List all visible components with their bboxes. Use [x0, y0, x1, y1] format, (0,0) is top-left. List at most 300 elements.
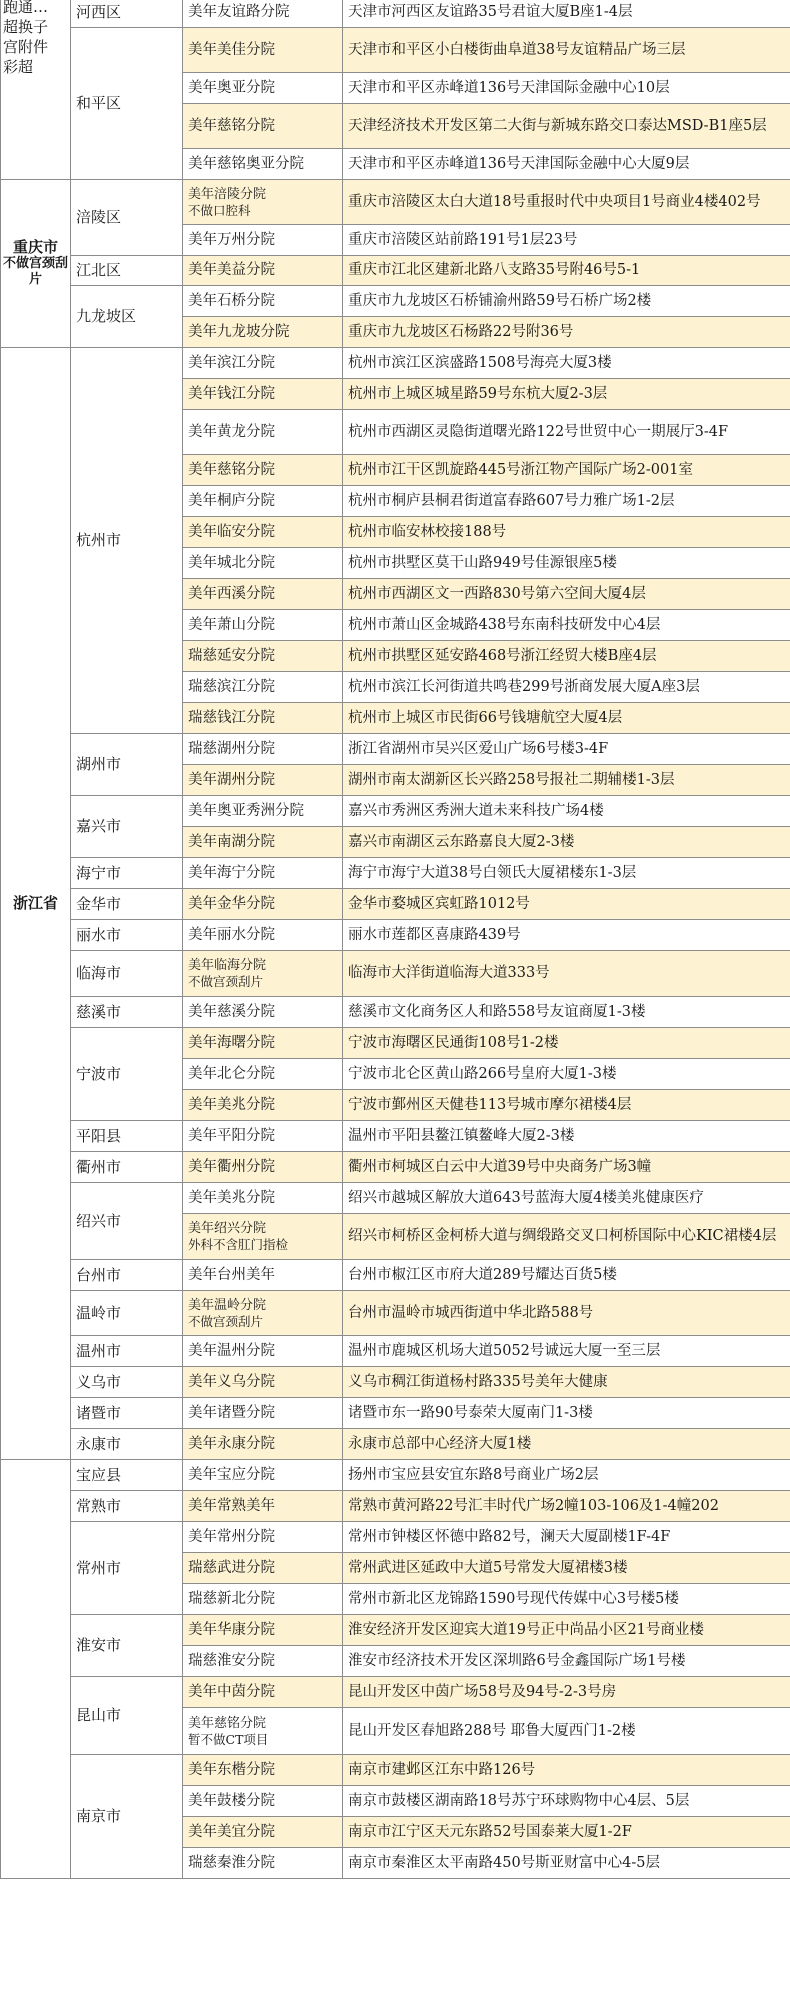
address-cell — [343, 1817, 790, 1848]
branch-cell — [183, 1183, 343, 1214]
table-row — [1, 734, 790, 765]
branch-cell — [183, 149, 343, 180]
table-row — [1, 1152, 790, 1183]
address-text: 昆山开发区春旭路288号 耶鲁大厦西门1-2楼 — [348, 1722, 636, 1739]
branch-cell — [183, 858, 343, 889]
address-cell — [343, 1121, 790, 1152]
branch-name: 美年温岭分院 — [188, 1297, 267, 1313]
address-cell — [343, 104, 790, 149]
branch-name: 美年美兆分院 — [188, 1096, 275, 1113]
city-name: 河西区 — [76, 2, 122, 21]
address-text: 嘉兴市秀洲区秀洲大道未来科技广场4楼 — [348, 802, 604, 819]
city-cell — [71, 28, 183, 180]
branch-cell — [183, 1553, 343, 1584]
branch-cell — [183, 225, 343, 256]
city-cell — [71, 1398, 183, 1429]
city-name: 昆山市 — [76, 1706, 122, 1724]
address-cell — [343, 1028, 790, 1059]
branch-cell — [183, 672, 343, 703]
branch-cell — [183, 1028, 343, 1059]
table-row — [1, 1291, 790, 1336]
branch-cell — [183, 1121, 343, 1152]
branch-note: 外科不含肛门指检 — [188, 1237, 289, 1252]
address-text: 杭州市临安林校接188号 — [348, 523, 507, 540]
address-cell — [343, 548, 790, 579]
address-cell — [343, 1615, 790, 1646]
city-cell — [71, 1522, 183, 1615]
table-row — [1, 1336, 790, 1367]
table-row — [1, 796, 790, 827]
branch-cell — [183, 1708, 343, 1755]
branch-cell — [183, 1584, 343, 1615]
table-row — [1, 286, 790, 317]
city-name: 南京市 — [76, 1807, 122, 1825]
address-cell — [343, 379, 790, 410]
address-text: 杭州市滨江区滨盛路1508号海亮大厦3楼 — [348, 354, 612, 371]
province-name: 重庆市 — [12, 238, 58, 256]
branch-name: 美年城北分院 — [188, 554, 275, 571]
branch-name: 美年衢州分院 — [188, 1158, 275, 1175]
address-cell — [343, 1755, 790, 1786]
branch-name: 美年西溪分院 — [188, 585, 275, 602]
address-cell — [343, 455, 790, 486]
address-text: 重庆市九龙坡区石桥铺渝州路59号石桥广场2楼 — [348, 292, 652, 309]
address-cell — [343, 1429, 790, 1460]
branch-name: 美年美益分院 — [188, 262, 275, 278]
address-cell — [343, 28, 790, 73]
table-row — [1, 256, 790, 286]
address-cell — [343, 1291, 790, 1336]
city-cell — [71, 796, 183, 858]
branch-name: 美年诸暨分院 — [188, 1404, 275, 1421]
city-cell — [71, 256, 183, 286]
city-cell — [71, 1755, 183, 1879]
address-cell — [343, 1677, 790, 1708]
address-cell — [343, 827, 790, 858]
address-text: 南京市建邺区江东中路126号 — [348, 1761, 536, 1778]
city-name: 九龙坡区 — [76, 307, 137, 325]
branch-cell — [183, 1090, 343, 1121]
address-cell — [343, 672, 790, 703]
table-row — [1, 858, 790, 889]
address-text: 杭州市萧山区金城路438号东南科技研发中心4层 — [348, 616, 661, 633]
branch-name: 美年涪陵分院 — [188, 186, 267, 202]
city-cell — [71, 734, 183, 796]
address-text: 淮安经济开发区迎宾大道19号正中尚品小区21号商业楼 — [348, 1621, 704, 1638]
branch-cell — [183, 1336, 343, 1367]
table-body — [1, 0, 790, 1879]
branch-name: 美年海宁分院 — [188, 864, 275, 881]
address-cell — [343, 1152, 790, 1183]
address-text: 淮安市经济技术开发区深圳路6号金鑫国际广场1号楼 — [348, 1652, 686, 1669]
branch-name: 美年万州分院 — [188, 231, 275, 248]
address-text: 天津市和平区赤峰道136号天津国际金融中心大厦9层 — [348, 155, 690, 172]
address-cell — [343, 1398, 790, 1429]
branch-cell — [183, 1059, 343, 1090]
city-cell — [71, 1336, 183, 1367]
branch-cell — [183, 1677, 343, 1708]
address-text: 嘉兴市南湖区云东路嘉良大厦2-3楼 — [348, 833, 575, 850]
address-text: 扬州市宝应县安宜东路8号商业广场2层 — [348, 1466, 599, 1483]
branch-name: 美年黄龙分院 — [188, 423, 275, 440]
address-text: 重庆市江北区建新北路八支路35号附46号5-1 — [348, 262, 641, 278]
address-cell — [343, 1460, 790, 1491]
address-cell — [343, 1059, 790, 1090]
city-name: 义乌市 — [76, 1372, 122, 1391]
province-note: 不做宫颈刮片 — [3, 256, 69, 287]
branch-cell — [183, 517, 343, 548]
address-text: 金华市婺城区宾虹路1012号 — [348, 895, 530, 912]
branch-note: 不做口腔科 — [188, 202, 251, 218]
branch-cell — [183, 1646, 343, 1677]
city-name: 湖州市 — [76, 755, 122, 773]
branch-cell — [183, 1152, 343, 1183]
city-name: 衢州市 — [76, 1157, 122, 1176]
branch-cell — [183, 379, 343, 410]
branch-name: 美年九龙坡分院 — [188, 323, 290, 340]
address-text: 南京市鼓楼区湖南路18号苏宁环球购物中心4层、5层 — [348, 1792, 690, 1809]
address-text: 杭州市上城区市民街66号钱塘航空大厦4层 — [348, 709, 623, 726]
city-cell — [71, 1152, 183, 1183]
branch-name: 瑞慈滨江分院 — [188, 678, 275, 695]
table-row — [1, 889, 790, 920]
address-cell — [343, 0, 790, 28]
city-cell — [71, 180, 183, 256]
branch-name: 美年永康分院 — [188, 1435, 275, 1452]
city-cell — [71, 1291, 183, 1336]
city-name: 金华市 — [76, 894, 122, 913]
province-name: 浙江省 — [12, 894, 58, 912]
city-cell — [71, 1429, 183, 1460]
city-cell — [71, 1491, 183, 1522]
branch-cell — [183, 1398, 343, 1429]
address-cell — [343, 1367, 790, 1398]
branch-name: 美年美兆分院 — [188, 1189, 275, 1206]
table-row — [1, 1260, 790, 1291]
branch-cell — [183, 765, 343, 796]
address-cell — [343, 410, 790, 455]
table-row — [1, 1028, 790, 1059]
branch-note: 不做宫颈刮片 — [188, 974, 264, 989]
city-cell — [71, 889, 183, 920]
address-cell — [343, 641, 790, 672]
province-name-line: 彩超 — [3, 58, 34, 76]
address-text: 天津市河西区友谊路35号君谊大厦B座1-4层 — [348, 3, 633, 20]
address-text: 常州市新北区龙锦路1590号现代传媒中心3号楼5楼 — [348, 1590, 679, 1607]
address-text: 湖州市南太湖新区长兴路258号报社二期辅楼1-3层 — [348, 771, 675, 788]
branch-cell — [183, 104, 343, 149]
address-text: 杭州市桐庐县桐君街道富春路607号力雅广场1-2层 — [348, 492, 675, 509]
city-cell — [71, 1028, 183, 1121]
address-text: 杭州市西湖区灵隐街道曙光路122号世贸中心一期展厅3-4F — [348, 423, 729, 440]
address-text: 绍兴市越城区解放大道643号蓝海大厦4楼美兆健康医疗 — [348, 1189, 704, 1206]
address-text: 天津经济技术开发区第二大街与新城东路交口泰达MSD-B1座5层 — [348, 117, 767, 134]
city-cell — [71, 1260, 183, 1291]
branch-name: 美年临海分院 — [188, 958, 267, 973]
address-text: 台州市椒江区市府大道289号耀达百货5楼 — [348, 1266, 617, 1283]
address-cell — [343, 317, 790, 348]
province-name-line: 跑通… — [3, 0, 49, 16]
branch-cell — [183, 1848, 343, 1879]
address-cell — [343, 256, 790, 286]
address-cell — [343, 1646, 790, 1677]
address-cell — [343, 1260, 790, 1291]
table-row — [1, 951, 790, 997]
branch-name: 美年临安分院 — [188, 523, 275, 540]
branch-cell — [183, 827, 343, 858]
branch-cell — [183, 1367, 343, 1398]
branch-name: 美年奥亚分院 — [188, 79, 275, 96]
branch-name: 瑞慈淮安分院 — [188, 1652, 275, 1669]
address-text: 杭州市上城区城星路59号东杭大厦2-3层 — [348, 385, 608, 402]
branch-name: 美年友谊路分院 — [188, 3, 290, 20]
branch-cell — [183, 28, 343, 73]
province-name-line: 超换子 — [3, 18, 49, 36]
branch-name: 美年绍兴分院 — [188, 1221, 267, 1236]
address-cell — [343, 889, 790, 920]
branch-cell — [183, 180, 343, 225]
branch-cell — [183, 796, 343, 827]
city-name: 嘉兴市 — [76, 817, 122, 835]
branch-cell — [183, 1491, 343, 1522]
table-row — [1, 1121, 790, 1152]
province-cell — [1, 0, 71, 180]
address-cell — [343, 1491, 790, 1522]
branch-cell — [183, 579, 343, 610]
branch-name: 美年美宜分院 — [188, 1823, 275, 1840]
branch-name: 美年常熟美年 — [188, 1497, 275, 1514]
address-cell — [343, 920, 790, 951]
branch-name: 美年桐庐分院 — [188, 492, 275, 509]
branch-name: 美年温州分院 — [188, 1342, 275, 1359]
city-cell — [71, 0, 183, 28]
branch-name: 美年东楷分院 — [188, 1761, 275, 1778]
address-text: 常州市钟楼区怀德中路82号，澜天大厦副楼1F-4F — [348, 1528, 671, 1545]
branch-name: 美年常州分院 — [188, 1528, 275, 1545]
branch-cell — [183, 548, 343, 579]
branch-cell — [183, 920, 343, 951]
table-row — [1, 348, 790, 379]
branch-cell — [183, 410, 343, 455]
address-cell — [343, 180, 790, 225]
branch-name: 瑞慈湖州分院 — [188, 740, 275, 757]
city-name: 常熟市 — [76, 1496, 122, 1515]
city-name: 永康市 — [76, 1434, 122, 1453]
table-row — [1, 997, 790, 1028]
address-text: 杭州市江干区凯旋路445号浙江物产国际广场2-001室 — [348, 461, 693, 478]
province-cell — [1, 180, 71, 348]
branch-cell — [183, 703, 343, 734]
city-name: 丽水市 — [76, 925, 122, 944]
address-text: 丽水市莲都区喜康路439号 — [348, 926, 521, 943]
city-name: 杭州市 — [76, 531, 122, 549]
table-row — [1, 1460, 790, 1491]
branch-name: 美年美佳分院 — [188, 41, 275, 58]
address-cell — [343, 1786, 790, 1817]
address-text: 重庆市涪陵区太白大道18号重报时代中央项目1号商业4楼402号 — [348, 193, 761, 210]
address-text: 宁波市北仑区黄山路266号皇府大厦1-3楼 — [348, 1065, 617, 1082]
branch-name: 美年慈铭分院 — [188, 461, 275, 478]
city-cell — [71, 1121, 183, 1152]
branch-cell — [183, 486, 343, 517]
address-text: 杭州市拱墅区延安路468号浙江经贸大楼B座4层 — [348, 647, 657, 664]
branch-name: 美年滨江分院 — [188, 354, 275, 371]
branch-name: 美年石桥分院 — [188, 292, 275, 309]
city-cell — [71, 1615, 183, 1677]
address-cell — [343, 486, 790, 517]
table-row — [1, 1755, 790, 1786]
branch-cell — [183, 0, 343, 28]
branch-name: 美年华康分院 — [188, 1621, 275, 1638]
address-text: 诸暨市东一路90号泰荣大厦南门1-3楼 — [348, 1404, 593, 1421]
branch-name: 美年金华分院 — [188, 895, 275, 912]
branch-name: 美年慈铭分院 — [188, 1715, 267, 1731]
address-cell — [343, 1336, 790, 1367]
address-text: 重庆市九龙坡区石杨路22号附36号 — [348, 323, 574, 340]
table-row — [1, 180, 790, 225]
branch-cell — [183, 951, 343, 997]
address-cell — [343, 1522, 790, 1553]
address-text: 台州市温岭市城西街道中华北路588号 — [348, 1304, 594, 1321]
address-text: 杭州市西湖区文一西路830号第六空间大厦4层 — [348, 585, 646, 602]
address-text: 义乌市稠江街道杨村路335号美年大健康 — [348, 1373, 608, 1390]
address-cell — [343, 579, 790, 610]
branch-cell — [183, 641, 343, 672]
branch-cell — [183, 73, 343, 104]
address-text: 温州市鹿城区机场大道5052号诚远大厦一至三层 — [348, 1342, 661, 1359]
address-text: 临海市大洋街道临海大道333号 — [348, 965, 550, 981]
city-cell — [71, 348, 183, 734]
city-name: 慈溪市 — [76, 1002, 122, 1021]
branch-name: 美年慈溪分院 — [188, 1003, 275, 1020]
address-text: 杭州市滨江长河街道共鸣巷299号浙商发展大厦A座3层 — [348, 678, 700, 695]
branch-name: 瑞慈钱江分院 — [188, 709, 275, 726]
address-cell — [343, 1553, 790, 1584]
city-name: 温岭市 — [76, 1303, 122, 1322]
branch-name: 美年钱江分院 — [188, 385, 275, 402]
branch-cell — [183, 1260, 343, 1291]
branch-name: 美年鼓楼分院 — [188, 1792, 275, 1809]
city-name: 临海市 — [76, 964, 122, 982]
city-name: 平阳县 — [76, 1126, 122, 1145]
branch-cell — [183, 1817, 343, 1848]
address-cell — [343, 348, 790, 379]
branch-name: 瑞慈新北分院 — [188, 1590, 275, 1607]
city-cell — [71, 920, 183, 951]
table-row — [1, 1367, 790, 1398]
branch-cell — [183, 1214, 343, 1260]
address-cell — [343, 225, 790, 256]
branch-cell — [183, 1522, 343, 1553]
table-row — [1, 1522, 790, 1553]
address-cell — [343, 1848, 790, 1879]
city-name: 涪陵区 — [76, 208, 122, 226]
address-cell — [343, 517, 790, 548]
city-cell — [71, 858, 183, 889]
branch-name: 美年奥亚秀洲分院 — [188, 802, 304, 819]
city-name: 宁波市 — [76, 1064, 122, 1083]
address-text: 天津市和平区赤峰道136号天津国际金融中心10层 — [348, 79, 670, 96]
address-text: 慈溪市文化商务区人和路558号友谊商厦1-3楼 — [348, 1003, 646, 1020]
branch-name: 美年慈铭分院 — [188, 117, 275, 134]
address-cell — [343, 1214, 790, 1260]
address-text: 温州市平阳县鳌江镇鳌峰大厦2-3楼 — [348, 1127, 575, 1144]
branch-cell — [183, 317, 343, 348]
address-cell — [343, 1584, 790, 1615]
address-cell — [343, 149, 790, 180]
branch-name: 美年平阳分院 — [188, 1127, 275, 1144]
branch-name: 瑞慈武进分院 — [188, 1559, 275, 1576]
address-cell — [343, 734, 790, 765]
city-cell — [71, 286, 183, 348]
address-text: 杭州市拱墅区莫干山路949号佳源银座5楼 — [348, 554, 617, 571]
branch-cell — [183, 889, 343, 920]
branch-name: 美年宝应分院 — [188, 1466, 275, 1483]
city-name: 海宁市 — [76, 863, 122, 882]
address-cell — [343, 286, 790, 317]
table-row — [1, 1677, 790, 1708]
address-cell — [343, 951, 790, 997]
branch-name: 瑞慈秦淮分院 — [188, 1854, 275, 1871]
address-text: 宁波市鄞州区天健巷113号城市摩尔裙楼4层 — [348, 1096, 632, 1113]
address-cell — [343, 765, 790, 796]
address-cell — [343, 610, 790, 641]
city-name: 和平区 — [76, 94, 122, 112]
city-cell — [71, 951, 183, 997]
address-cell — [343, 858, 790, 889]
city-cell — [71, 1367, 183, 1398]
branch-note: 暂不做CT项目 — [188, 1731, 269, 1747]
branch-cell — [183, 997, 343, 1028]
table-row — [1, 920, 790, 951]
branch-cell — [183, 256, 343, 286]
branch-cell — [183, 286, 343, 317]
address-text: 常熟市黄河路22号汇丰时代广场2幢103-106及1-4幢202 — [348, 1497, 719, 1514]
branch-name: 美年湖州分院 — [188, 771, 275, 788]
city-cell — [71, 997, 183, 1028]
branch-cell — [183, 1755, 343, 1786]
address-cell — [343, 796, 790, 827]
branch-name: 美年丽水分院 — [188, 926, 275, 943]
table-row — [1, 1615, 790, 1646]
address-text: 海宁市海宁大道38号白领氏大厦裙楼东1-3层 — [348, 864, 637, 881]
city-name: 宝应县 — [76, 1465, 122, 1484]
city-name: 台州市 — [76, 1265, 122, 1284]
branch-name: 美年南湖分院 — [188, 833, 275, 850]
address-text: 永康市总部中心经济大厦1楼 — [348, 1435, 532, 1452]
address-text: 宁波市海曙区民通街108号1-2楼 — [348, 1034, 559, 1051]
city-name: 诸暨市 — [76, 1403, 122, 1422]
branch-cell — [183, 348, 343, 379]
address-text: 常州武进区延政中大道5号常发大厦裙楼3楼 — [348, 1559, 628, 1576]
branch-cell — [183, 1291, 343, 1336]
address-cell — [343, 1183, 790, 1214]
table-row — [1, 1183, 790, 1214]
branch-name: 美年中茵分院 — [188, 1683, 275, 1700]
city-name: 温州市 — [76, 1341, 122, 1360]
table-row — [1, 1398, 790, 1429]
city-name: 常州市 — [76, 1558, 122, 1577]
branch-note: 不做宫颈刮片 — [188, 1313, 264, 1329]
branch-name: 美年海曙分院 — [188, 1034, 275, 1051]
branch-name: 美年萧山分院 — [188, 616, 275, 633]
branch-name: 瑞慈延安分院 — [188, 647, 275, 664]
province-cell — [1, 348, 71, 1460]
address-text: 天津市和平区小白楼街曲阜道38号友谊精品广场三层 — [348, 41, 686, 58]
province-cell — [1, 1460, 71, 1879]
table-row — [1, 0, 790, 28]
branch-name: 美年北仑分院 — [188, 1065, 275, 1082]
